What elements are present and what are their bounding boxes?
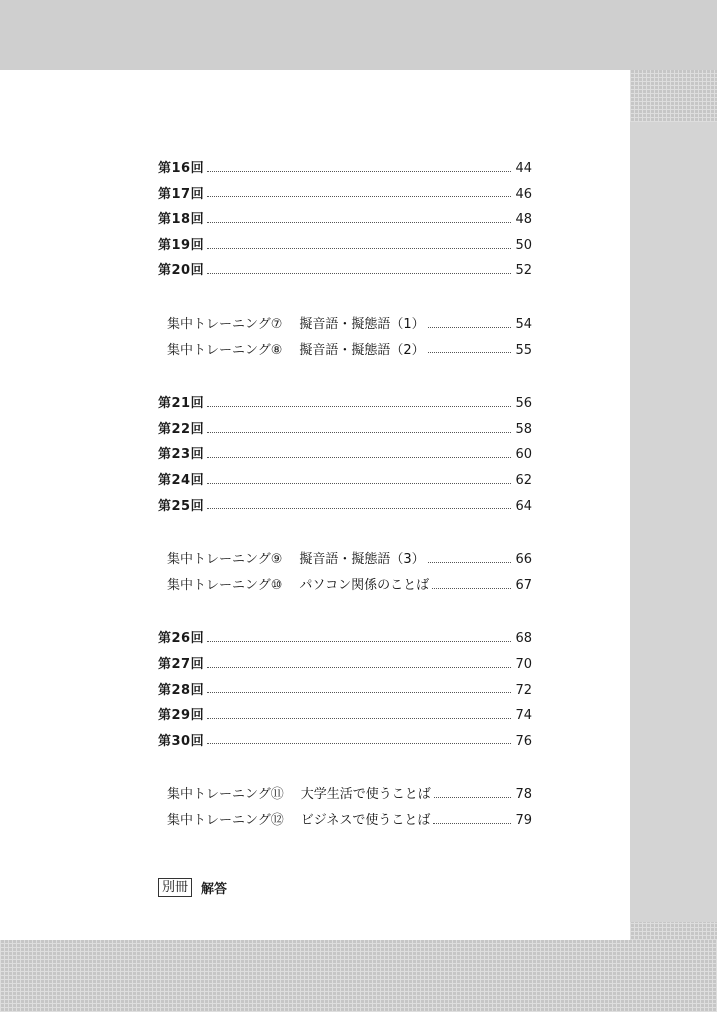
page-number: 50 — [515, 237, 532, 253]
page-number: 56 — [515, 396, 532, 412]
training-topic: 大学生活で使うことば — [300, 787, 431, 803]
leader-dots — [432, 587, 511, 589]
page-number: 74 — [515, 708, 532, 724]
section-gap — [158, 754, 532, 782]
lesson-label: 第29回 — [158, 708, 205, 724]
lesson-label: 第27回 — [158, 656, 205, 672]
leader-dots — [207, 507, 511, 509]
leader-dots — [428, 351, 512, 353]
page-number: 79 — [515, 812, 532, 828]
training-label: 集中トレーニング⑦ — [167, 316, 283, 332]
page-number: 46 — [515, 186, 532, 202]
toc-training-10[interactable] — [158, 573, 532, 599]
training-label: 集中トレーニング⑪ — [167, 787, 284, 803]
toc-entry-18[interactable] — [158, 207, 532, 233]
page-number: 62 — [515, 472, 532, 488]
page-number: 68 — [515, 631, 532, 647]
leader-dots — [207, 431, 511, 433]
page-number: 55 — [515, 342, 532, 358]
leader-dots — [207, 247, 511, 249]
lesson-label: 第25回 — [158, 498, 205, 514]
training-topic: ビジネスで使うことば — [300, 812, 431, 828]
bottom-right-pattern — [630, 922, 717, 940]
toc-training-9[interactable] — [158, 547, 532, 573]
appendix-tag: 別冊 — [158, 878, 192, 897]
section-gap — [158, 598, 532, 626]
toc-entry-20[interactable] — [158, 258, 532, 284]
table-of-contents — [158, 156, 532, 833]
toc-training-12[interactable] — [158, 808, 532, 834]
training-topic: 擬音語・擬態語（3） — [299, 552, 425, 568]
lesson-label: 第19回 — [158, 237, 205, 253]
section-gap — [158, 284, 532, 312]
toc-entry-23[interactable] — [158, 442, 532, 468]
training-label: 集中トレーニング⑫ — [167, 812, 284, 828]
page-number: 72 — [515, 682, 532, 698]
toc-entry-25[interactable] — [158, 494, 532, 520]
training-label: 集中トレーニング⑨ — [167, 552, 283, 568]
toc-training-11[interactable] — [158, 782, 532, 808]
toc-entry-16[interactable] — [158, 156, 532, 182]
page-number: 67 — [515, 577, 532, 593]
leader-dots — [434, 796, 512, 798]
top-margin-band — [0, 0, 717, 70]
page-number: 52 — [515, 263, 532, 279]
lesson-label: 第17回 — [158, 186, 205, 202]
page-number: 78 — [515, 787, 532, 803]
lesson-label: 第20回 — [158, 263, 205, 279]
leader-dots — [207, 691, 511, 693]
leader-dots — [207, 170, 511, 172]
page-number: 70 — [515, 656, 532, 672]
toc-entry-17[interactable] — [158, 182, 532, 208]
toc-entry-27[interactable] — [158, 652, 532, 678]
leader-dots — [207, 666, 511, 668]
leader-dots — [428, 561, 512, 563]
lesson-label: 第24回 — [158, 472, 205, 488]
toc-entry-24[interactable] — [158, 468, 532, 494]
lesson-label: 第16回 — [158, 161, 205, 176]
right-margin — [630, 122, 717, 922]
section-gap — [158, 363, 532, 391]
leader-dots — [207, 482, 511, 484]
appendix-title: 解答 — [201, 882, 228, 897]
page-number: 64 — [515, 498, 532, 514]
leader-dots — [207, 717, 511, 719]
page-number: 48 — [515, 212, 532, 228]
toc-entry-30[interactable] — [158, 729, 532, 755]
training-label: 集中トレーニング⑧ — [167, 342, 283, 358]
training-topic: 擬音語・擬態語（2） — [299, 342, 425, 358]
toc-entry-19[interactable] — [158, 233, 532, 259]
right-pattern-band — [630, 70, 717, 122]
lesson-label: 第21回 — [158, 396, 205, 412]
toc-entry-22[interactable] — [158, 417, 532, 443]
page-number: 58 — [515, 421, 532, 437]
leader-dots — [207, 456, 511, 458]
lesson-label: 第30回 — [158, 733, 205, 749]
toc-entry-21[interactable] — [158, 391, 532, 417]
lesson-label: 第18回 — [158, 212, 205, 228]
leader-dots — [207, 742, 511, 744]
toc-training-8[interactable] — [158, 338, 532, 364]
leader-dots — [207, 272, 511, 274]
training-topic: 擬音語・擬態語（1） — [299, 316, 425, 332]
toc-entry-29[interactable] — [158, 703, 532, 729]
leader-dots — [428, 326, 512, 328]
page-number: 54 — [515, 316, 532, 332]
toc-entry-26[interactable] — [158, 626, 532, 652]
page-number: 76 — [515, 733, 532, 749]
lesson-label: 第23回 — [158, 447, 205, 463]
section-gap — [158, 519, 532, 547]
lesson-label: 第22回 — [158, 421, 205, 437]
lesson-label: 第28回 — [158, 682, 205, 698]
page-number: 66 — [515, 552, 532, 568]
lesson-label: 第26回 — [158, 631, 205, 647]
leader-dots — [207, 640, 511, 642]
bottom-pattern-band — [0, 940, 717, 1012]
leader-dots — [207, 405, 511, 407]
leader-dots — [207, 195, 511, 197]
page-number: 60 — [515, 447, 532, 463]
leader-dots — [207, 221, 511, 223]
page-number: 44 — [515, 161, 532, 176]
appendix-entry[interactable] — [158, 878, 227, 897]
training-label: 集中トレーニング⑩ — [167, 577, 283, 593]
training-topic: パソコン関係のことば — [299, 577, 430, 593]
leader-dots — [433, 822, 511, 824]
toc-entry-28[interactable] — [158, 678, 532, 704]
toc-training-7[interactable] — [158, 312, 532, 338]
